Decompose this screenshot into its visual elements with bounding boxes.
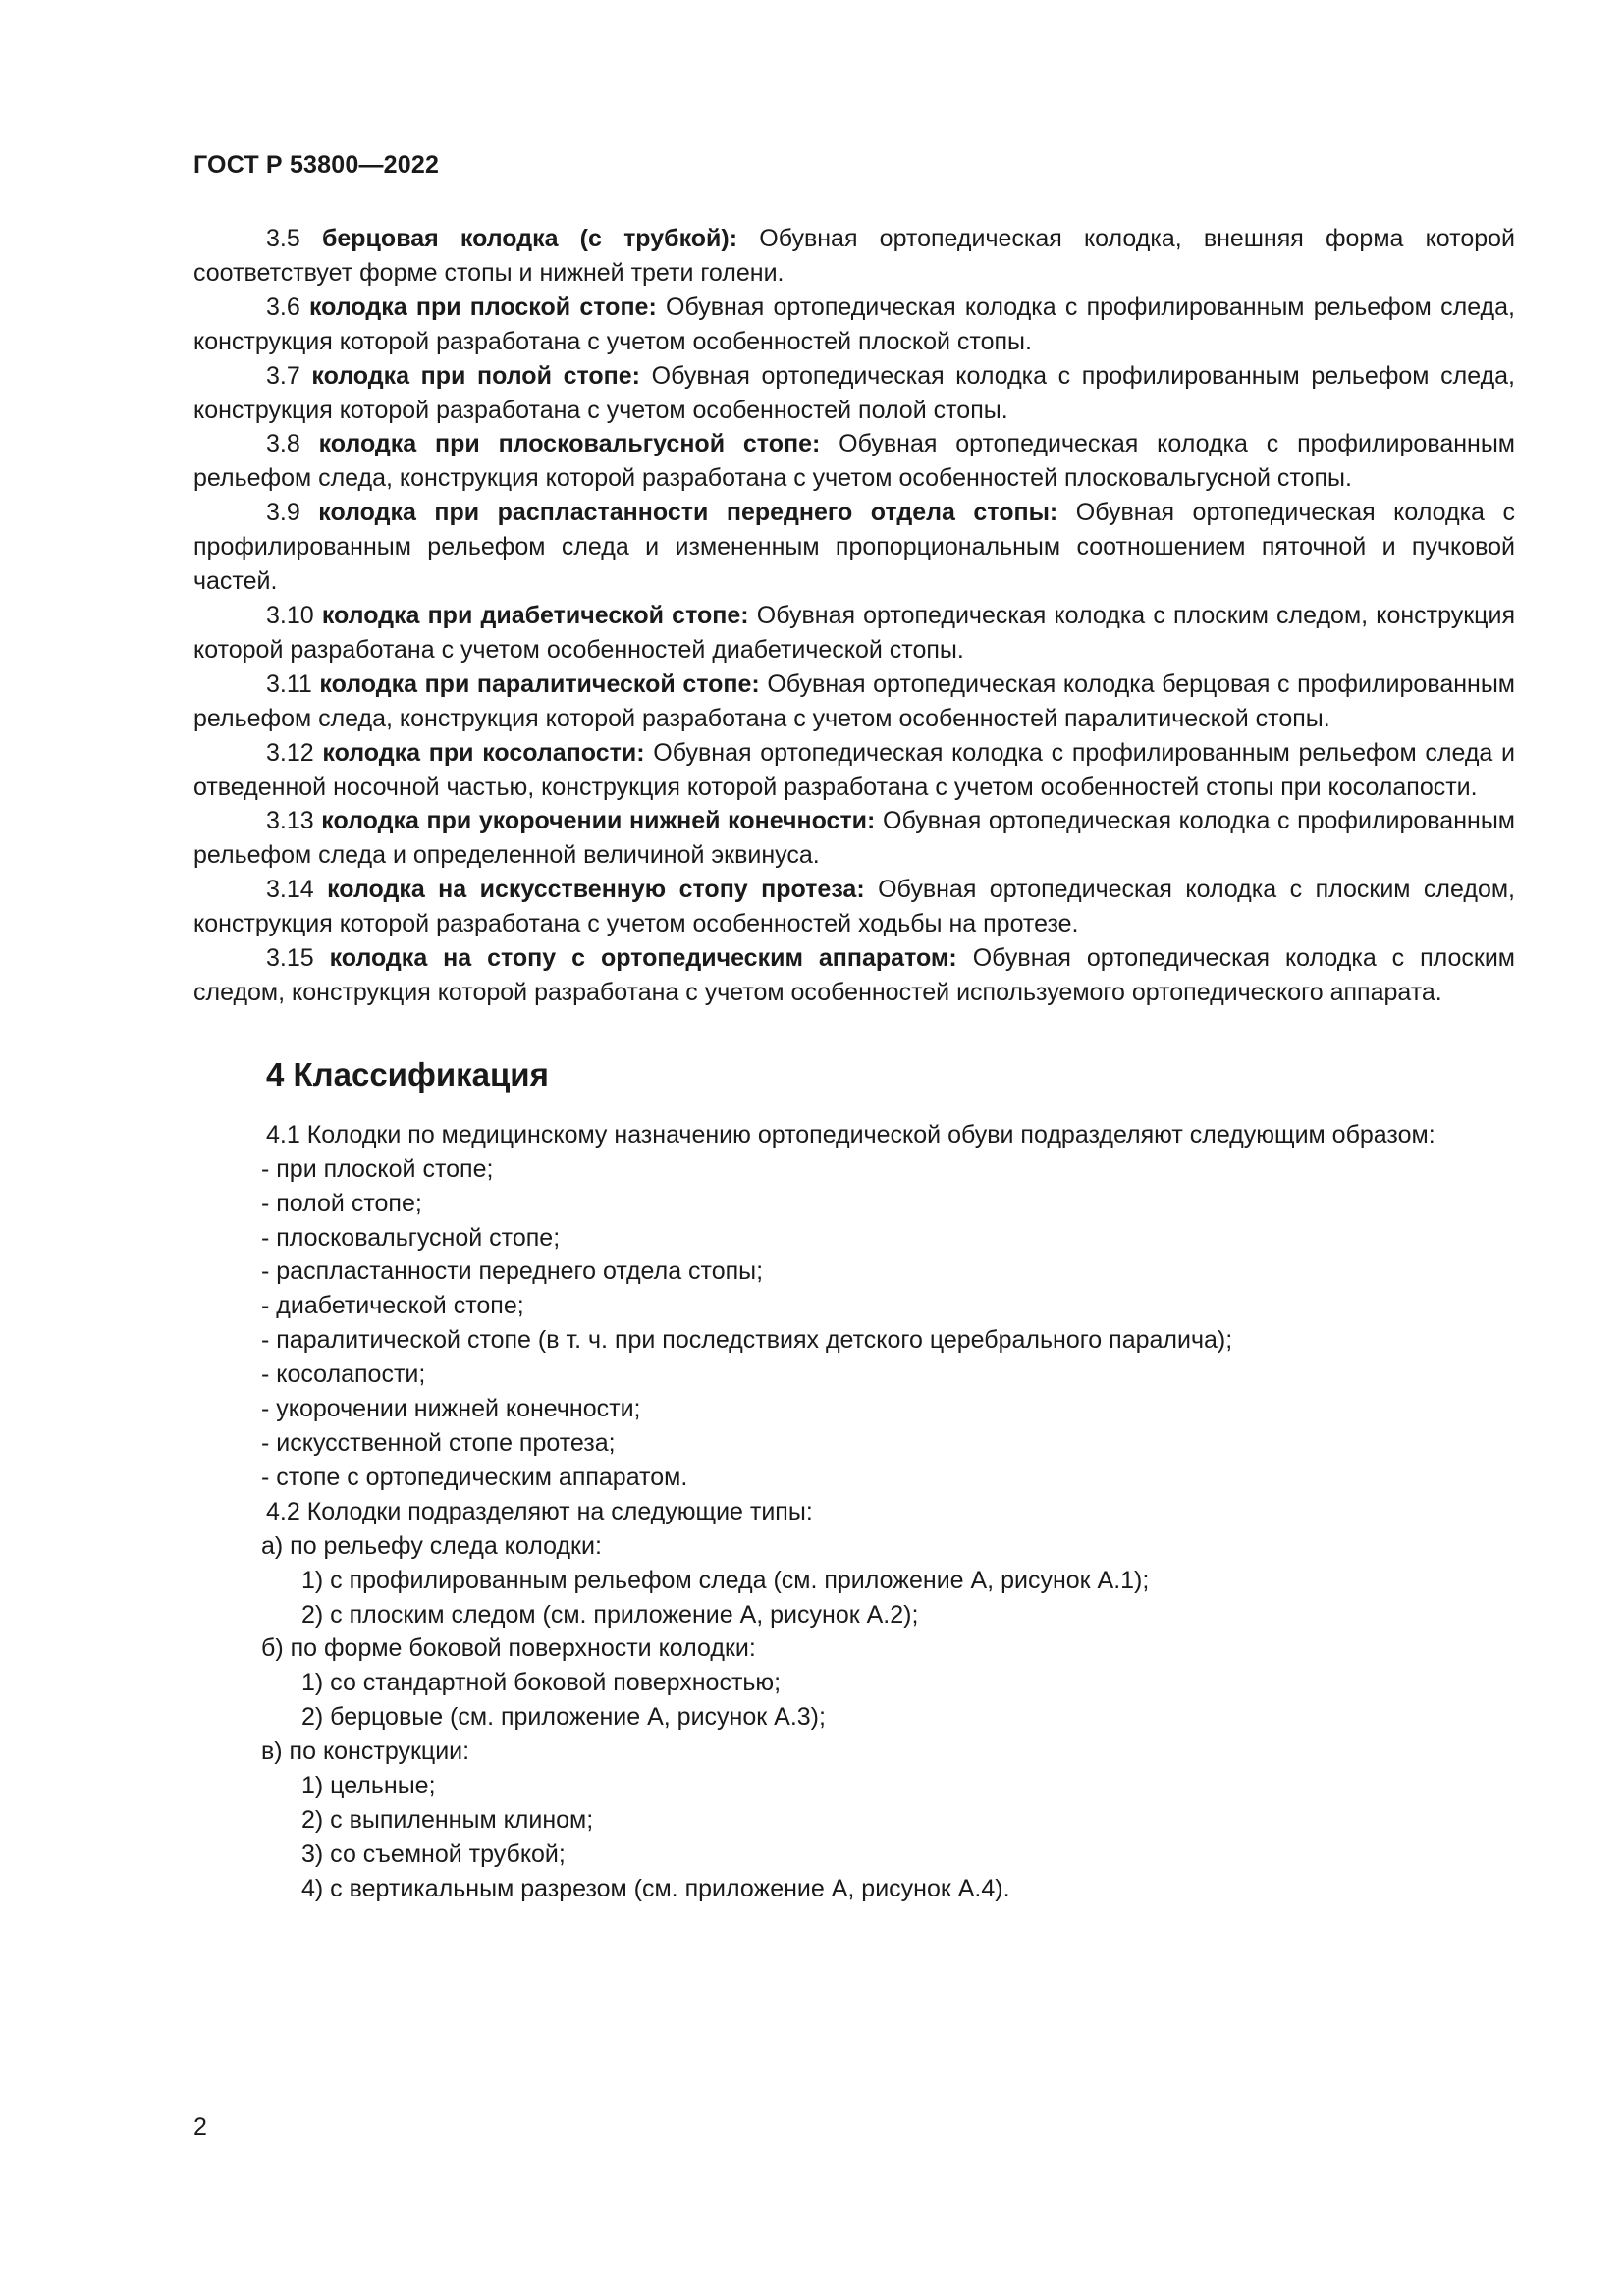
list-item: 2) с выпиленным клином;	[301, 1805, 594, 1834]
list-item: 2) берцовые (см. приложение А, рисунок А.3);	[301, 1703, 826, 1732]
list-item: - распластанности переднего отдела стопы;	[261, 1257, 764, 1286]
group-label: а) по рельефу следа колодки:	[261, 1531, 602, 1560]
term-definition: 3.15 колодка на стопу с ортопедическим аппаратом: Обувная ортопедическая колодка с плоским следом, конструкция которой разработана с учетом особенностей используемого ортопедического аппарата.	[193, 944, 1515, 1006]
term-definition: 3.12 колодка при косолапости: Обувная ортопедическая колодка с профилированным рельефом следа и отведенной носочной частью, конструкция которой разработана с учетом особенностей стопы при косолапости.	[193, 738, 1515, 801]
list-item: 2) с плоским следом (см. приложение А, рисунок А.2);	[301, 1600, 919, 1629]
term-definition: 3.9 колодка при распластанности переднего отдела стопы: Обувная ортопедическая колодка с профилированным рельефом следа и измененным пропорциональным соотношением пяточной и пучковой частей.	[193, 499, 1515, 596]
paragraph-4-1: 4.1 Колодки по медицинскому назначению ортопедической обуви подразделяют следующим образом:	[266, 1120, 1435, 1148]
list-item: - косолапости;	[261, 1361, 426, 1389]
term-definition: 3.11 колодка при паралитической стопе: Обувная ортопедическая колодка берцовая с профилированным рельефом следа, конструкция которой разработана с учетом особенностей паралитической стопы.	[193, 669, 1515, 732]
term-definition: 3.5 берцовая колодка (с трубкой): Обувная ортопедическая колодка, внешняя форма которой соответствует форме стопы и нижней трети голени.	[193, 225, 1515, 287]
list-item: 4) с вертикальным разрезом (см. приложение А, рисунок А.4).	[301, 1874, 1010, 1902]
document-header: ГОСТ Р 53800—2022	[193, 151, 440, 179]
term-definition: 3.10 колодка при диабетической стопе: Обувная ортопедическая колодка с плоским следом, конструкция которой разработана с учетом особенностей диабетической стопы.	[193, 601, 1515, 664]
list-item: - диабетической стопе;	[261, 1292, 524, 1320]
list-item: 1) цельные;	[301, 1772, 436, 1800]
purpose-list	[193, 1152, 1515, 1495]
term-definition: 3.7 колодка при полой стопе: Обувная ортопедическая колодка с профилированным рельефом следа, конструкция которой разработана с учетом особенностей полой стопы.	[193, 361, 1516, 424]
term-definition: 3.8 колодка при плосковальгусной стопе: Обувная ортопедическая колодка с профилированным рельефом следа, конструкция которой разработана с учетом особенностей плосковальгусной стопы.	[193, 430, 1515, 493]
list-item: 1) со стандартной боковой поверхностью;	[301, 1669, 782, 1697]
list-item: - при плоской стопе;	[261, 1154, 494, 1183]
list-item: - стопе с ортопедическим аппаратом.	[261, 1463, 688, 1491]
document-body	[193, 222, 1515, 1906]
paragraph-4-2: 4.2 Колодки подразделяют на следующие типы:	[266, 1497, 813, 1525]
list-item: - паралитической стопе (в т. ч. при последствиях детского церебрального паралича);	[261, 1326, 1233, 1355]
section-title: 4 Классификация	[266, 1055, 549, 1093]
list-item: 3) со съемной трубкой;	[301, 1840, 566, 1868]
types-list	[193, 1529, 1515, 1906]
list-item: 1) с профилированным рельефом следа (см. приложение А, рисунок А.1);	[301, 1566, 1150, 1594]
group-label: б) по форме боковой поверхности колодки:	[261, 1634, 756, 1663]
list-item: - плосковальгусной стопе;	[261, 1223, 561, 1252]
page-number: 2	[193, 2113, 207, 2141]
list-item: - искусственной стопе протеза;	[261, 1429, 616, 1457]
term-definition: 3.6 колодка при плоской стопе: Обувная ортопедическая колодка с профилированным рельефом следа, конструкция которой разработана с учетом особенностей плоской стопы.	[193, 293, 1515, 355]
terms-list	[193, 222, 1515, 1010]
list-item: - полой стопе;	[261, 1189, 422, 1217]
term-definition: 3.14 колодка на искусственную стопу протеза: Обувная ортопедическая колодка с плоским следом, конструкция которой разработана с учетом особенностей ходьбы на протезе.	[193, 876, 1515, 938]
list-item: - укорочении нижней конечности;	[261, 1395, 641, 1423]
term-definition: 3.13 колодка при укорочении нижней конечности: Обувная ортопедическая колодка с профилированным рельефом следа и определенной величиной эквинуса.	[193, 807, 1515, 870]
group-label: в) по конструкции:	[261, 1737, 470, 1766]
